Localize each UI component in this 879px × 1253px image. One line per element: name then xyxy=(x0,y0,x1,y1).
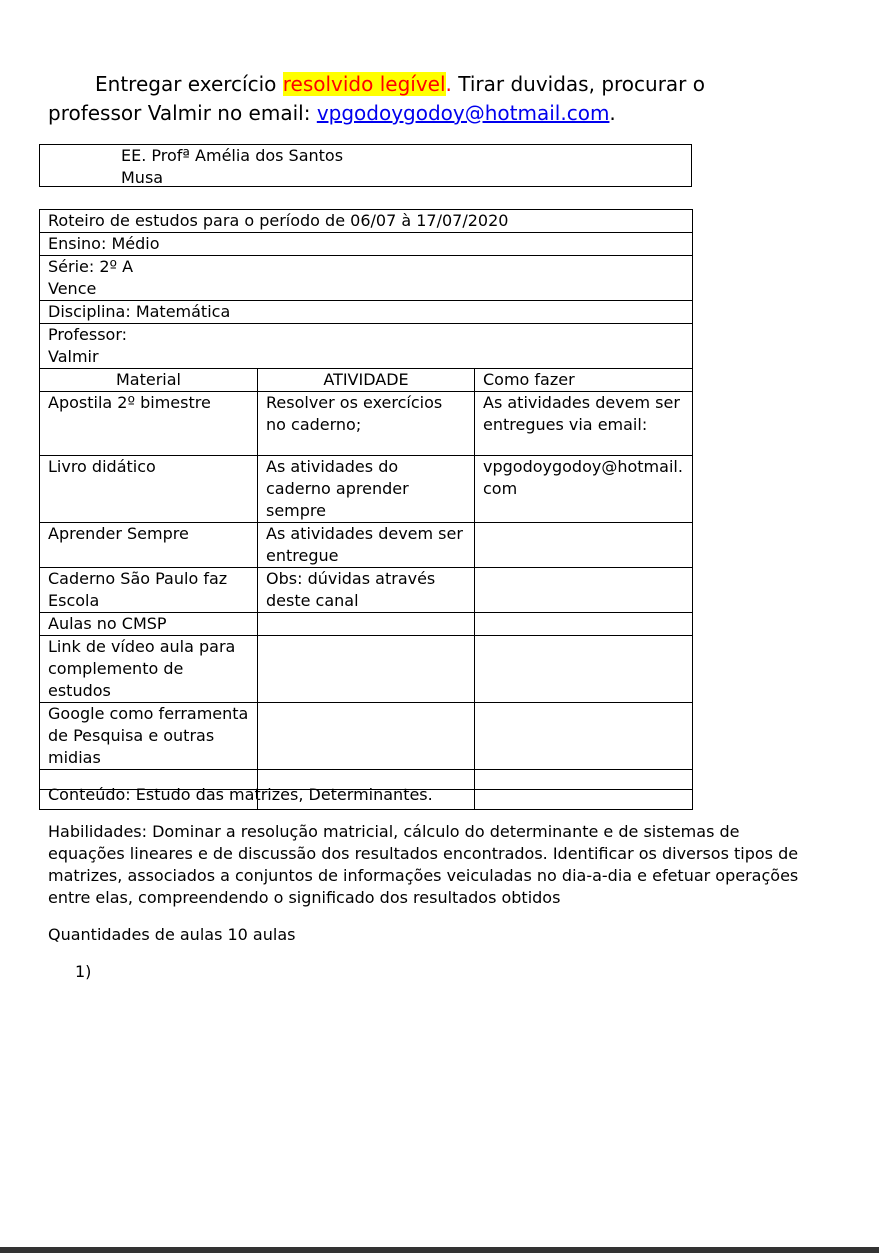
material-cell: Livro didático xyxy=(40,456,258,523)
material-cell: Aulas no CMSP xyxy=(40,613,258,636)
email-link[interactable]: vpgodoygodoy@hotmail.com xyxy=(316,101,610,125)
ensino-row xyxy=(40,233,693,256)
school-name-line1: EE. Profª Amélia dos Santos xyxy=(121,146,344,165)
como-fazer-cell xyxy=(475,568,693,613)
period-cell: Roteiro de estudos para o período de 06/07 à 17/07/2020 xyxy=(40,210,693,233)
intro-dot: . xyxy=(445,72,452,96)
atividade-cell: As atividades devem ser entregue xyxy=(258,523,475,568)
disciplina-row xyxy=(40,301,693,324)
list-item-number: 1) xyxy=(75,962,92,981)
table-header-row xyxy=(40,369,693,392)
como-fazer-cell xyxy=(475,703,693,770)
ensino-cell: Ensino: Médio xyxy=(40,233,693,256)
conteudo-text: Conteúdo: Estudo das matrizes, Determinantes. xyxy=(48,785,433,804)
table-row xyxy=(40,456,693,523)
como-fazer-cell xyxy=(475,523,693,568)
intro-paragraph xyxy=(48,70,788,128)
header-material: Material xyxy=(40,369,258,392)
como-fazer-cell: vpgodoygodoy@hotmail.com xyxy=(475,456,693,523)
material-cell: Google como ferramenta de Pesquisa e outras midias xyxy=(40,703,258,770)
header-atividade: ATIVIDADE xyxy=(258,369,475,392)
atividade-cell xyxy=(258,636,475,703)
period-row xyxy=(40,210,693,233)
habilidades-text: Habilidades: Dominar a resolução matricial, cálculo do determinante e de sistemas de equações lineares e de discussão dos resultados encontrados. Identificar os diversos tipos de matrizes, associados a conjuntos de informações veiculadas no dia-a-dia e efetuar operações entre elas, compreendendo o significado dos resultados obtidos xyxy=(48,822,799,907)
como-fazer-cell: As atividades devem ser entregues via email: xyxy=(475,392,693,456)
atividade-cell: Obs: dúvidas através deste canal xyxy=(258,568,475,613)
atividade-cell xyxy=(258,613,475,636)
professor-row xyxy=(40,324,693,369)
school-name-line2: Musa xyxy=(121,168,164,187)
serie-cell: Série: 2º A Vence xyxy=(40,256,693,301)
intro-end: . xyxy=(609,101,616,125)
intro-text-middle: Tirar duvidas, procurar o professor Valmir no email: xyxy=(48,72,705,125)
content-section xyxy=(48,784,818,998)
serie-row xyxy=(40,256,693,301)
material-cell: Caderno São Paulo faz Escola xyxy=(40,568,258,613)
como-fazer-cell xyxy=(475,613,693,636)
table-row xyxy=(40,568,693,613)
header-como-fazer: Como fazer xyxy=(475,369,693,392)
atividade-cell: Resolver os exercícios no caderno; xyxy=(258,392,475,456)
material-cell: Link de vídeo aula para complemento de estudos xyxy=(40,636,258,703)
professor-cell: Professor: Valmir xyxy=(40,324,693,369)
study-plan-table xyxy=(39,209,693,810)
atividade-cell: As atividades do caderno aprender sempre xyxy=(258,456,475,523)
table-row xyxy=(40,392,693,456)
table-row xyxy=(40,703,693,770)
table-row xyxy=(40,523,693,568)
material-cell: Apostila 2º bimestre xyxy=(40,392,258,456)
disciplina-cell: Disciplina: Matemática xyxy=(40,301,693,324)
material-cell: Aprender Sempre xyxy=(40,523,258,568)
atividade-cell xyxy=(258,703,475,770)
table-row xyxy=(40,636,693,703)
school-header-box xyxy=(39,144,692,187)
highlighted-text: resolvido legível xyxy=(282,72,446,96)
quantidade-aulas-text: Quantidades de aulas 10 aulas xyxy=(48,925,296,944)
table-row xyxy=(40,613,693,636)
bottom-edge-bar xyxy=(0,1247,879,1253)
como-fazer-cell xyxy=(475,636,693,703)
intro-text-start: Entregar exercício xyxy=(95,72,283,96)
